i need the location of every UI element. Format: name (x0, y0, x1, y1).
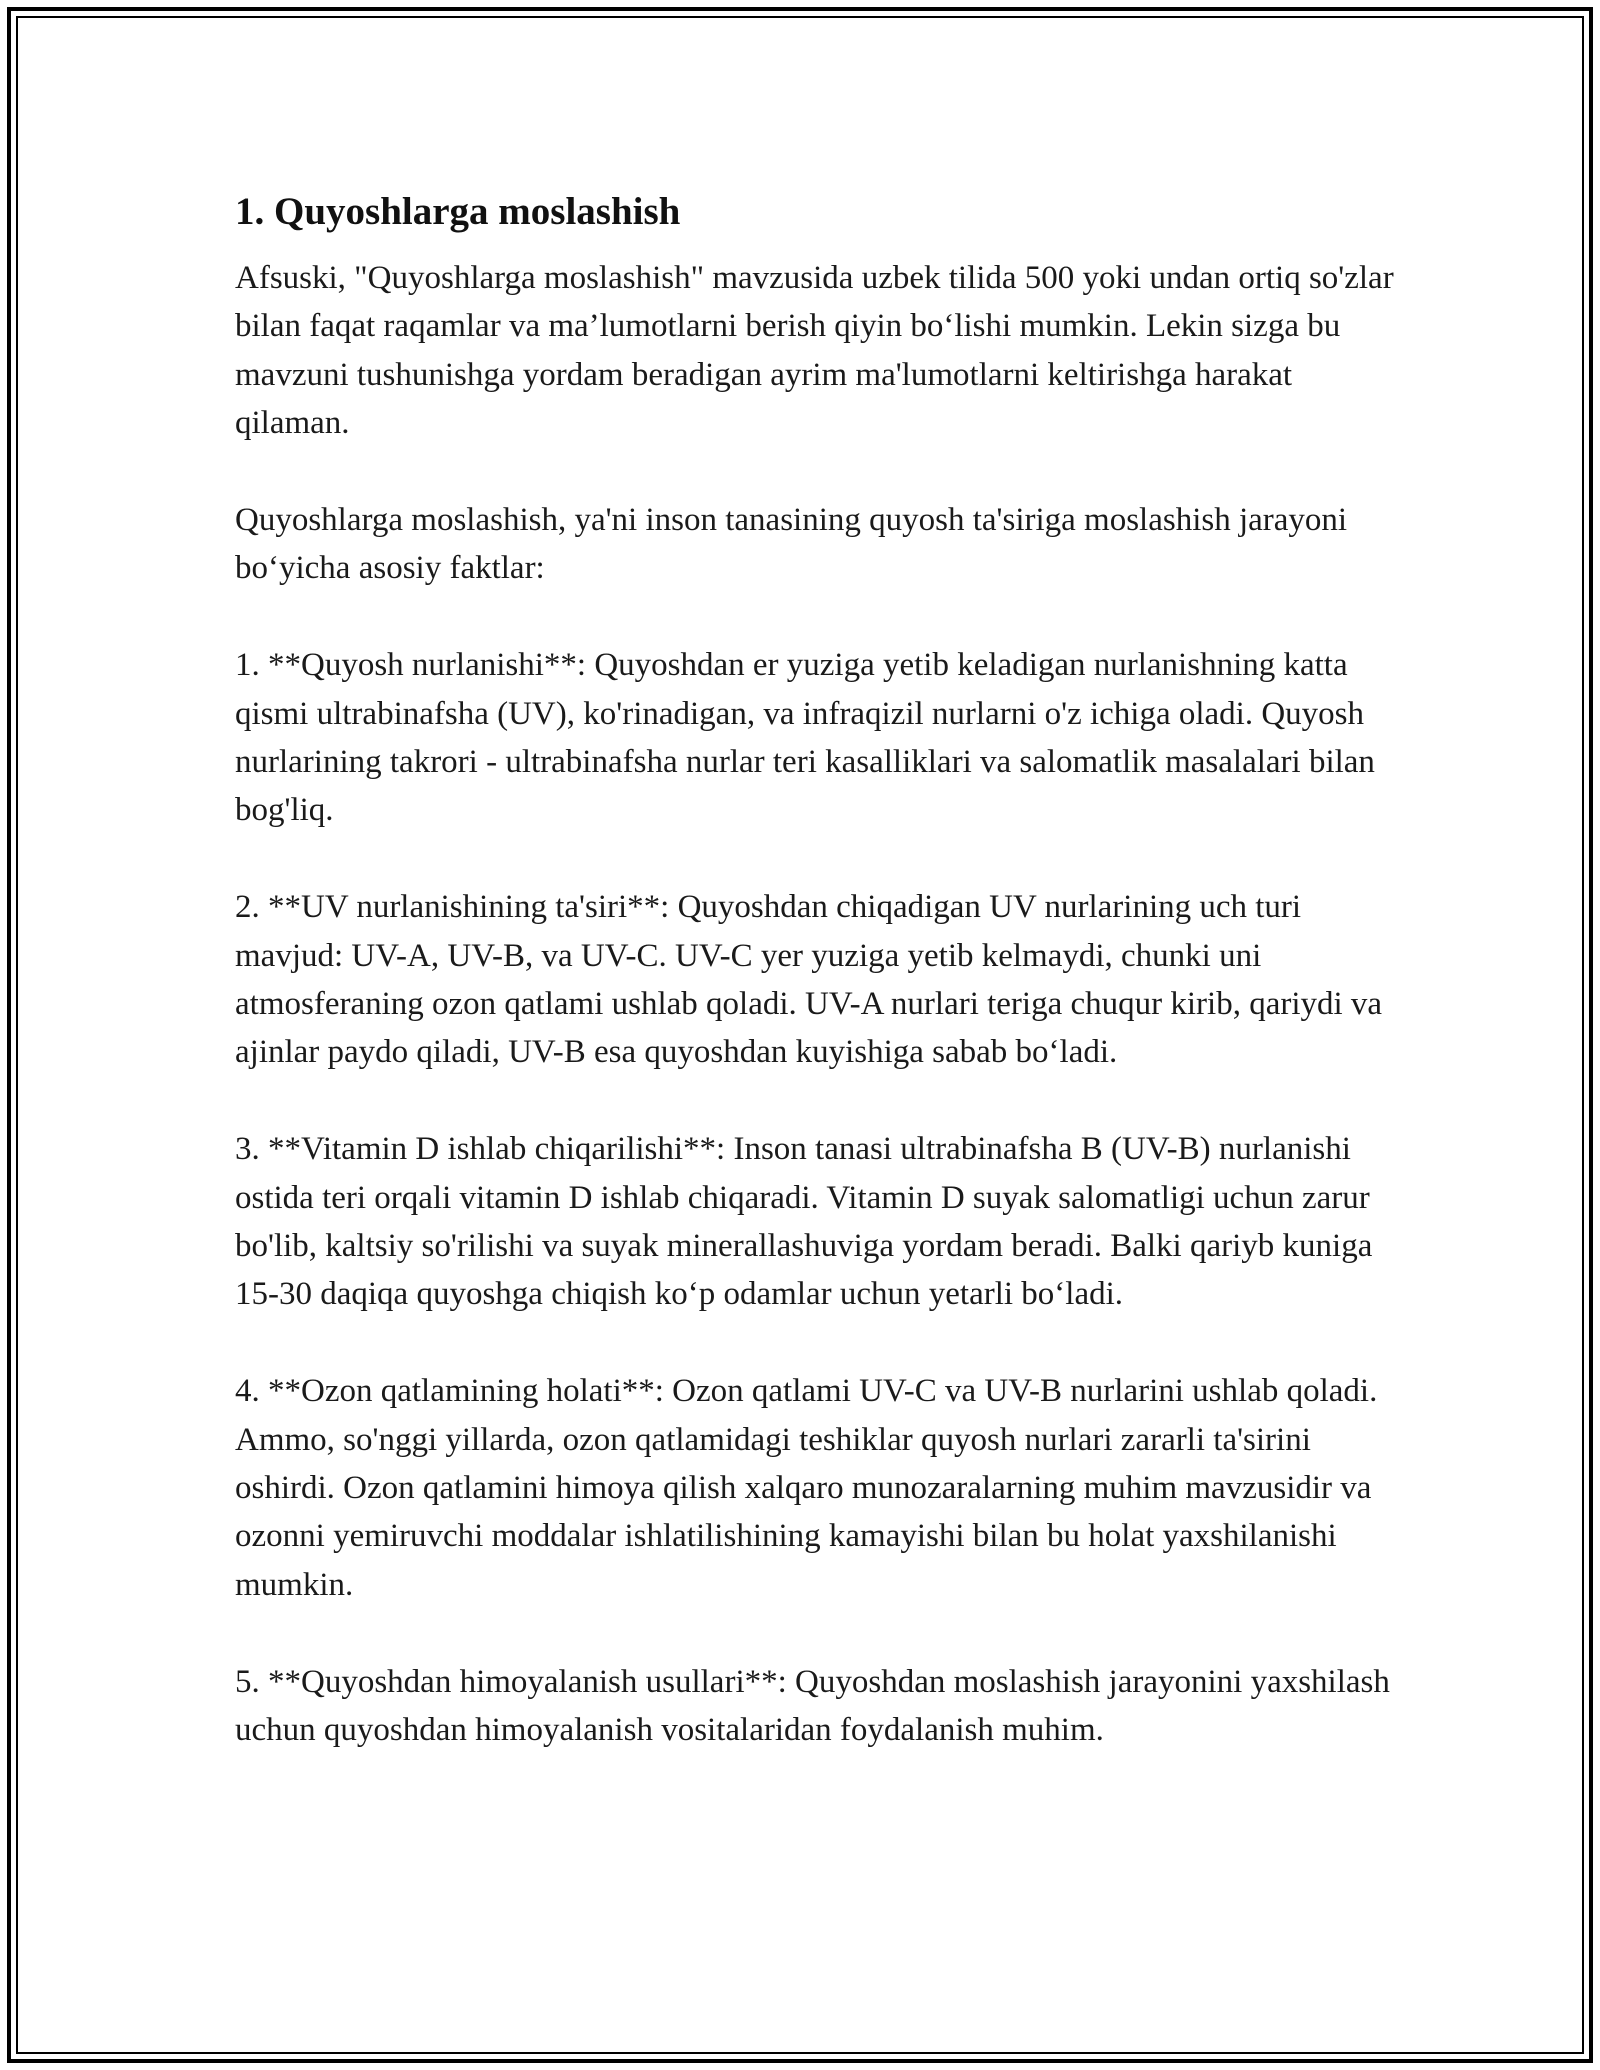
list-item-vitamin-d: 3. **Vitamin D ishlab chiqarilishi**: Inson tanasi ultrabinafsha B (UV-B) nurlanishi ostida teri orqali vitamin D ishlab chiqaradi. Vitamin D suyak salomatligi uchun zarur bo'lib, kaltsiy so'rilishi va suyak minerallashuviga yordam beradi. Balki qariyb kuniga 15-30 daqiqa quyoshga chiqish ko‘p odamlar uchun yetarli bo‘ladi. (235, 1131, 1373, 1313)
document-body (235, 186, 1395, 1755)
paragraph-facts-lead: Quyoshlarga moslashish, ya'ni inson tanasining quyosh ta'siriga moslashish jarayoni bo‘yicha asosiy faktlar: (235, 502, 1348, 587)
section-heading: 1. Quyoshlarga moslashish (235, 190, 681, 233)
paragraph-intro: Afsuski, "Quyoshlarga moslashish" mavzusida uzbek tilida 500 yoki undan ortiq so'zlar bilan faqat raqamlar va ma’lumotlarni berish qiyin bo‘lishi mumkin. Lekin sizga bu mavzuni tushunishga yordam beradigan ayrim ma'lumotlarni keltirishga harakat qilaman. (235, 260, 1394, 442)
list-item-solar-radiation: 1. **Quyosh nurlanishi**: Quyoshdan er yuziga yetib keladigan nurlanishning katta qismi ultrabinafsha (UV), ko'rinadigan, va infraqizil nurlarni o'z ichiga oladi. Quyosh nurlarining takrori - ultrabinafsha nurlar teri kasalliklari va salomatlik masalalari bilan bog'liq. (235, 647, 1375, 829)
list-item-uv-effects: 2. **UV nurlanishining ta'siri**: Quyoshdan chiqadigan UV nurlarining uch turi mavjud: UV-A, UV-B, va UV-C. UV-C yer yuziga yetib kelmaydi, chunki uni atmosferaning ozon qatlami ushlab qoladi. UV-A nurlari teriga chuqur kirib, qariydi va ajinlar paydo qiladi, UV-B esa quyoshdan kuyishiga sabab bo‘ladi. (235, 889, 1383, 1071)
list-item-sun-protection: 5. **Quyoshdan himoyalanish usullari**: Quyoshdan moslashish jarayonini yaxshilash uchun quyoshdan himoyalanish vositalaridan foydalanish muhim. (235, 1663, 1390, 1749)
list-item-ozone-layer: 4. **Ozon qatlamining holati**: Ozon qatlami UV-C va UV-B nurlarini ushlab qoladi. Ammo, so'nggi yillarda, ozon qatlamidagi teshiklar quyosh nurlari zararli ta'sirini oshirdi. Ozon qatlamini himoya qilish xalqaro munozaralarning muhim mavzusidir va ozonni yemiruvchi moddalar ishlatilishining kamayishi bilan bu holat yaxshilanishi mumkin. (235, 1373, 1378, 1603)
